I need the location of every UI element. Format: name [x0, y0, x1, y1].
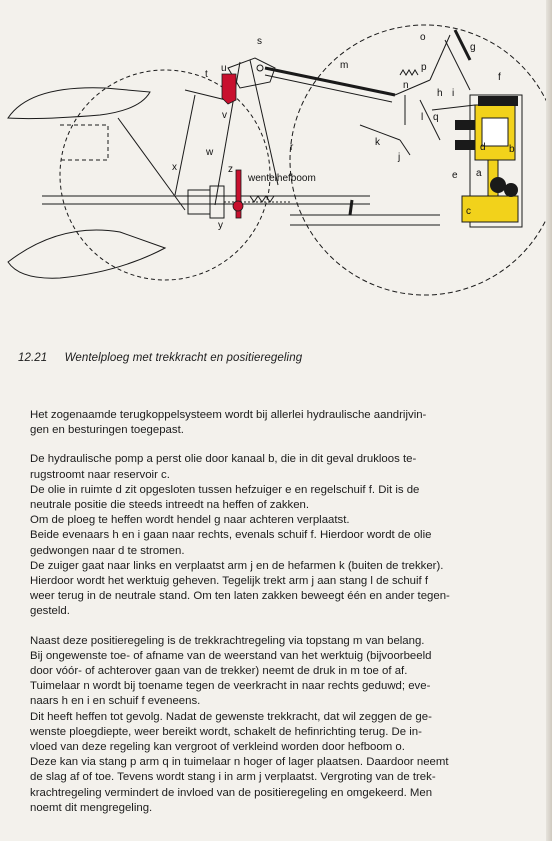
text-line: De olie in ruimte d zit opgesloten tussen hefzuiger e en regelschuif f. Dit is de: [30, 483, 420, 496]
svg-text:d: d: [480, 142, 486, 153]
text-line: neutrale positie die steeds intreedt na heffen of zakken.: [30, 499, 310, 512]
technical-figure: [0, 0, 552, 300]
text-line: Hierdoor wordt het werktuig geheven. Tegelijk trekt arm j aan stang l de schuif f: [30, 575, 429, 588]
text-line: krachtregeling vermindert de invloed van de positieregeling en omgekeerd. Men: [30, 786, 433, 799]
svg-text:o: o: [420, 32, 426, 43]
text-line: wenste ploegdiepte, weer bereikt wordt, schakelt de hefinrichting terug. De in-: [30, 725, 422, 738]
text-line: noemt dit mengregeling.: [30, 801, 153, 814]
text-line: Het zogenaamde terugkoppelsysteem wordt bij allerlei hydraulische aandrijvin-: [30, 409, 427, 421]
svg-text:t: t: [205, 69, 208, 80]
svg-text:l: l: [421, 112, 424, 123]
caption-number: 12.21: [18, 352, 48, 364]
text-line: Tuimelaar n wordt bij toename tegen de veerkracht in naar rechts geduwd; eve-: [30, 680, 431, 693]
svg-text:e: e: [452, 170, 458, 181]
page-edge-shadow: [546, 0, 552, 841]
svg-text:wentelhefboom: wentelhefboom: [248, 173, 316, 184]
svg-text:k: k: [375, 137, 380, 148]
text-line: gesteld.: [30, 605, 70, 618]
svg-text:q: q: [433, 112, 439, 123]
svg-text:z: z: [228, 164, 233, 175]
oil-chambers: [455, 96, 518, 222]
svg-text:u: u: [221, 63, 227, 74]
text-line: De hydraulische pomp a perst olie door kanaal b, die in dit geval drukloos te-: [30, 453, 417, 466]
svg-text:m: m: [340, 60, 349, 71]
svg-text:s: s: [257, 36, 262, 47]
text-line: Bij ongewenste toe- of afname van de weerstand van het werktuig (bijvoorbeeld: [30, 649, 432, 662]
text-line: weer terug in de neutrale stand. Om ten laten zakken beweegt één en ander tegen-: [30, 590, 450, 603]
svg-text:f: f: [498, 72, 501, 83]
svg-text:p: p: [421, 62, 427, 73]
paragraph-draft-control: [30, 634, 536, 816]
svg-text:v: v: [222, 110, 227, 121]
caption-text: Wentelploeg met trekkracht en positieregeling: [64, 352, 303, 364]
svg-text:r: r: [290, 142, 294, 153]
svg-text:h: h: [437, 88, 443, 99]
svg-text:w: w: [206, 147, 214, 158]
svg-text:j: j: [398, 152, 401, 163]
text-line: Beide evenaars h en i gaan naar rechts, evenals schuif f. Hierdoor wordt de olie: [30, 529, 432, 542]
svg-text:n: n: [403, 80, 409, 91]
svg-text:i: i: [452, 88, 455, 99]
paragraph-intro: [30, 408, 536, 438]
plough-hydraulic-diagram: [0, 0, 552, 300]
body-text: [30, 408, 536, 830]
svg-text:b: b: [509, 144, 515, 155]
svg-text:x: x: [172, 162, 177, 173]
svg-text:g: g: [470, 42, 476, 53]
text-line: vloed van deze regeling kan vergroot of verkleind worden door hefboom o.: [30, 741, 405, 754]
paragraph-position-control: [30, 452, 536, 619]
text-line: gedwongen naar d te stromen.: [30, 544, 185, 557]
text-line: De zuiger gaat naar links en verplaatst arm j en de hefarmen k (buiten de trekker).: [30, 559, 444, 572]
svg-text:c: c: [466, 206, 471, 217]
text-line: naars h en i en schuif f eveneens.: [30, 695, 201, 708]
text-line: Om de ploeg te heffen wordt hendel g naar achteren verplaatst.: [30, 514, 350, 527]
figure-caption: [18, 352, 538, 364]
svg-text:y: y: [218, 220, 223, 231]
plough-mouldboard-bottom: [8, 230, 165, 278]
svg-text:a: a: [476, 168, 482, 179]
text-line: Naast deze positieregeling is de trekkrachtregeling via topstang m van belang.: [30, 634, 425, 647]
text-line: Deze kan via stang p arm q in tuimelaar n hoger of lager plaatsen. Daardoor neemt: [30, 756, 449, 769]
text-line: Dit heeft heffen tot gevolg. Nadat de gewenste trekkracht, dat wil zeggen de ge-: [30, 710, 432, 723]
text-line: de slag af of toe. Tevens wordt stang i in arm j verplaatst. Vergroting van de trek-: [30, 771, 436, 784]
text-line: door vóór- of achterover gaan van de trekker) neemt de druk in m toe of af.: [30, 665, 408, 678]
text-line: rugstroomt naar reservoir c.: [30, 468, 170, 481]
text-line: gen en besturingen toegepast.: [30, 424, 184, 437]
